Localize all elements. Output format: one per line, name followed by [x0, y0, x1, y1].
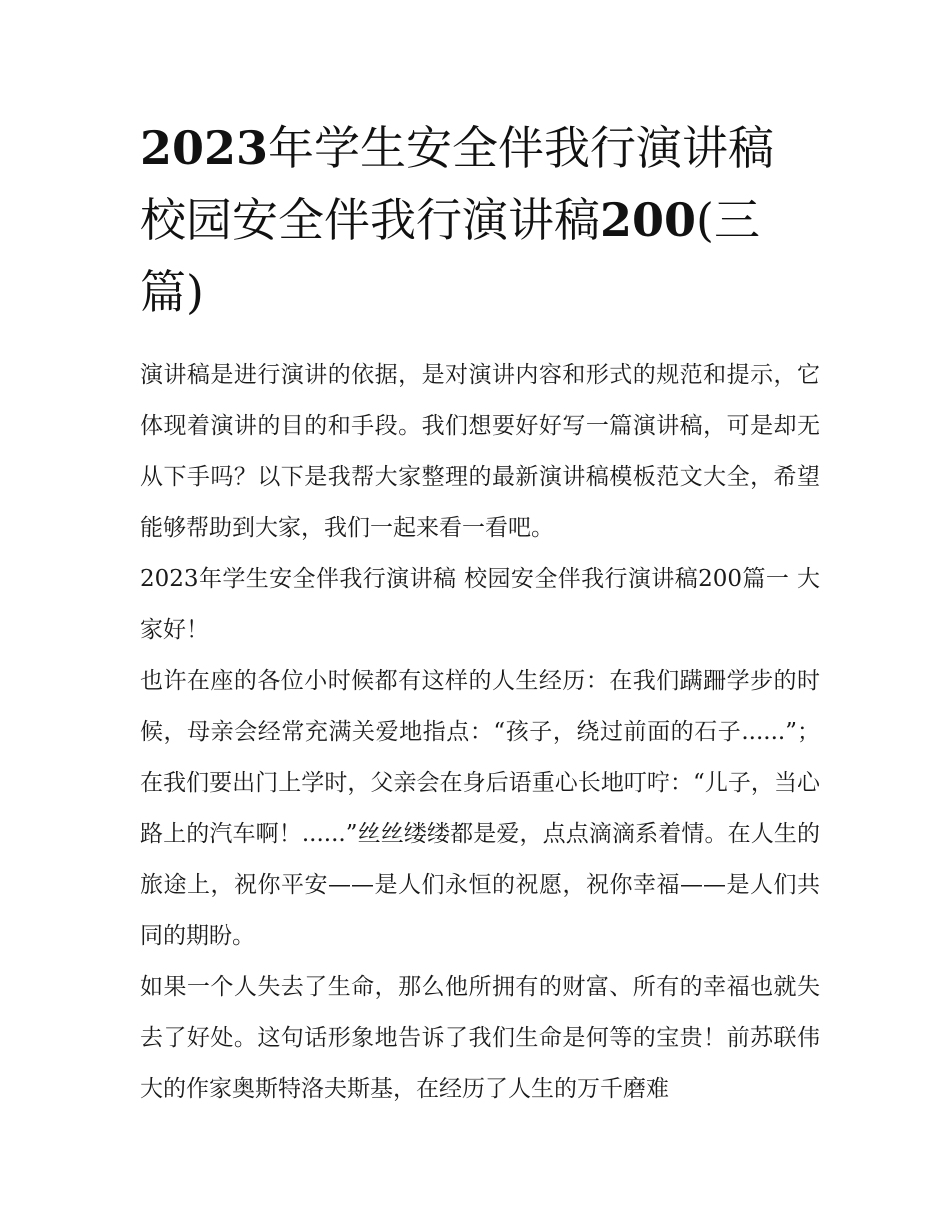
body-paragraph-2: 如果一个人失去了生命，那么他所拥有的财富、所有的幸福也就失去了好处。这句话形象地告诉了我们生命是何等的宝贵！前苏联伟大的作家奥斯特洛夫斯基，在经历了人生的万千磨难 [140, 974, 820, 1102]
body-paragraph-1: 也许在座的各位小时候都有这样的人生经历：在我们蹒跚学步的时候，母亲会经常充满关爱地指点：“孩子，绕过前面的石子......”；在我们要出门上学时，父亲会在身后语重心长地叮咛：“儿子，当心路上的汽车啊！......”丝丝缕缕都是爱，点点滴滴系着情。在人生的旅途上，祝你平安——是人们永恒的祝愿，祝你幸福——是人们共同的期盼。 [140, 668, 820, 949]
title-count: 200 [600, 193, 697, 247]
title-year: 2023 [140, 121, 269, 175]
document-title [140, 112, 820, 328]
title-suffix: (三篇) [140, 193, 760, 319]
title-main: 年学生安全伴我行演讲稿校园安全伴我行演讲稿 [140, 121, 775, 247]
section-heading-paragraph: 2023年学生安全伴我行演讲稿 校园安全伴我行演讲稿200篇一 大家好！ [140, 566, 820, 643]
intro-paragraph: 演讲稿是进行演讲的依据，是对演讲内容和形式的规范和提示，它体现着演讲的目的和手段。我们想要好好写一篇演讲稿，可是却无从下手吗？以下是我帮大家整理的最新演讲稿模板范文大全，希望能够帮助到大家，我们一起来看一看吧。 [140, 362, 820, 541]
document-page [140, 112, 820, 1115]
